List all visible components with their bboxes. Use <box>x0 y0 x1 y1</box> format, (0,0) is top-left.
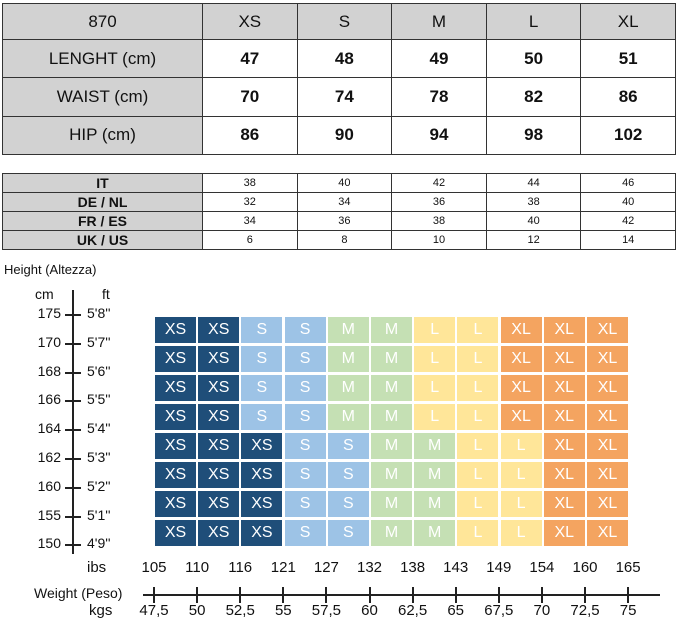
size-cell-xs: XS <box>155 491 196 517</box>
size-cell-l: L <box>414 317 455 343</box>
weight-tick <box>239 587 241 603</box>
height-cm-label: 150 <box>37 535 61 552</box>
lbs-label: 132 <box>356 559 383 576</box>
size-cell-xs: XS <box>241 520 282 546</box>
size-cell-m: M <box>328 317 369 343</box>
size-cell-l: L <box>457 433 498 459</box>
row-label-fr-es: FR / ES <box>3 212 203 231</box>
size-cell-l: L <box>457 346 498 372</box>
size-cell-l: L <box>501 433 542 459</box>
lbs-label: 138 <box>400 559 426 576</box>
kgs-label: 67,5 <box>484 602 514 619</box>
table-cell: 78 <box>392 78 487 116</box>
size-cell-xl: XL <box>501 346 542 372</box>
table-cell: 86 <box>581 78 676 116</box>
size-cell-l: L <box>501 520 542 546</box>
weight-tick <box>627 587 629 603</box>
table-row <box>3 212 676 231</box>
lbs-unit-label: ibs <box>87 559 107 576</box>
table-row <box>3 193 676 212</box>
table-cell: 48 <box>297 40 392 78</box>
size-cell-m: M <box>371 462 412 488</box>
table-cell: 14 <box>581 231 676 250</box>
size-cell-s: S <box>285 491 326 517</box>
size-cell-l: L <box>501 491 542 517</box>
cm-unit-label: cm <box>35 286 54 302</box>
table-cell: 51 <box>581 40 676 78</box>
size-cell-xs: XS <box>155 346 196 372</box>
size-cell-xl: XL <box>544 317 585 343</box>
size-cell-xs: XS <box>155 317 196 343</box>
kgs-label: 55 <box>274 602 292 619</box>
height-tick <box>65 487 81 489</box>
measurements-table <box>2 3 676 155</box>
size-cell-m: M <box>371 491 412 517</box>
kgs-label: 52,5 <box>225 602 255 619</box>
height-ft-label: 4'9'' <box>87 535 111 552</box>
table-cell: 98 <box>486 116 581 154</box>
size-cell-m: M <box>371 317 412 343</box>
weight-tick <box>412 587 414 603</box>
size-cell-xl: XL <box>501 404 542 430</box>
size-cell-l: L <box>457 491 498 517</box>
kgs-label: 75 <box>619 602 637 619</box>
kgs-unit-label: kgs <box>89 602 113 619</box>
row-label-length: LENGHT (cm) <box>3 40 203 78</box>
table-cell: 38 <box>486 193 581 212</box>
table-row <box>3 40 676 78</box>
size-cell-m: M <box>414 462 455 488</box>
table-row <box>3 78 676 116</box>
size-cell-m: M <box>371 346 412 372</box>
size-cell-s: S <box>285 375 326 401</box>
lbs-label: 149 <box>486 559 512 576</box>
size-cell-s: S <box>241 404 282 430</box>
height-tick <box>65 544 81 546</box>
table-cell: 47 <box>203 40 298 78</box>
table-cell: 86 <box>203 116 298 154</box>
table-cell: 42 <box>581 212 676 231</box>
height-ft-label: 5'6'' <box>87 362 111 379</box>
size-cell-xl: XL <box>544 404 585 430</box>
size-cell-m: M <box>414 433 455 459</box>
height-tick <box>65 343 81 345</box>
size-cell-xl: XL <box>587 375 628 401</box>
height-tick <box>65 458 81 460</box>
table-cell: 40 <box>581 193 676 212</box>
table-cell: 40 <box>486 212 581 231</box>
size-cell-m: M <box>371 375 412 401</box>
size-cell-xs: XS <box>198 346 239 372</box>
size-conversion-table <box>2 173 676 250</box>
kgs-label: 50 <box>188 602 206 619</box>
table-cell: 36 <box>297 212 392 231</box>
size-cell-xl: XL <box>587 491 628 517</box>
height-ft-label: 5'7'' <box>87 333 111 350</box>
kgs-label: 72,5 <box>570 602 600 619</box>
lbs-label: 154 <box>529 559 555 576</box>
height-axis <box>72 290 74 554</box>
kgs-label: 70 <box>533 602 551 619</box>
size-cell-xl: XL <box>544 375 585 401</box>
table-row <box>3 231 676 250</box>
size-cell-m: M <box>371 404 412 430</box>
size-cell-xl: XL <box>587 520 628 546</box>
kgs-label: 65 <box>447 602 465 619</box>
size-header-s: S <box>297 4 392 40</box>
size-header-m: M <box>392 4 487 40</box>
table-cell: 40 <box>297 174 392 193</box>
weight-tick <box>325 587 327 603</box>
table-cell: 36 <box>392 193 487 212</box>
kgs-label: 62,5 <box>397 602 428 619</box>
height-ft-label: 5'5'' <box>87 391 111 408</box>
height-tick <box>65 400 81 402</box>
size-cell-s: S <box>328 462 369 488</box>
size-cell-xl: XL <box>544 520 585 546</box>
row-label-it: IT <box>3 174 203 193</box>
table-cell: 10 <box>392 231 487 250</box>
kgs-label: 60 <box>361 602 378 619</box>
size-cell-xl: XL <box>587 346 628 372</box>
row-label-waist: WAIST (cm) <box>3 78 203 116</box>
height-cm-label: 170 <box>37 333 61 350</box>
size-cell-xs: XS <box>241 462 282 488</box>
table-cell: 46 <box>581 174 676 193</box>
height-cm-label: 164 <box>37 420 61 437</box>
weight-title: Weight (Peso) <box>34 585 123 601</box>
lbs-label: 110 <box>185 559 210 576</box>
size-cell-l: L <box>457 317 498 343</box>
size-cell-l: L <box>414 375 455 401</box>
size-cell-xs: XS <box>198 317 239 343</box>
size-cell-m: M <box>371 433 412 459</box>
height-cm-label: 160 <box>37 477 61 494</box>
height-ft-label: 5'3'' <box>87 449 111 465</box>
lbs-label: 116 <box>228 559 253 576</box>
size-cell-xl: XL <box>544 491 585 517</box>
size-cell-s: S <box>285 404 326 430</box>
size-cell-l: L <box>414 346 455 372</box>
height-cm-label: 166 <box>37 391 61 408</box>
table-cell: 74 <box>297 78 392 116</box>
table-row <box>3 116 676 154</box>
size-cell-s: S <box>285 317 326 343</box>
size-cell-s: S <box>328 520 369 546</box>
size-cell-xl: XL <box>544 462 585 488</box>
size-cell-l: L <box>501 462 542 488</box>
table-cell: 50 <box>486 40 581 78</box>
table-cell: 42 <box>392 174 487 193</box>
height-ft-label: 5'8'' <box>87 305 111 321</box>
lbs-label: 105 <box>141 559 167 576</box>
lbs-label: 165 <box>615 559 641 576</box>
size-cell-xs: XS <box>155 433 196 459</box>
height-tick <box>65 429 81 431</box>
size-cell-m: M <box>328 346 369 372</box>
size-cell-xs: XS <box>155 520 196 546</box>
table-cell: 82 <box>486 78 581 116</box>
height-cm-label: 162 <box>37 449 61 465</box>
size-header-xs: XS <box>203 4 298 40</box>
size-cell-xs: XS <box>155 375 196 401</box>
height-ft-label: 5'1'' <box>87 506 111 523</box>
size-cell-xl: XL <box>501 317 542 343</box>
table-row <box>3 4 676 40</box>
size-cell-xs: XS <box>155 462 196 488</box>
height-cm-label: 155 <box>37 506 61 523</box>
weight-tick <box>282 587 284 603</box>
size-cell-xs: XS <box>198 520 239 546</box>
height-cm-label: 175 <box>37 305 61 321</box>
size-cell-m: M <box>371 520 412 546</box>
table-cell: 6 <box>203 231 298 250</box>
table-cell: 34 <box>297 193 392 212</box>
weight-tick <box>584 587 586 603</box>
weight-tick <box>369 587 371 603</box>
table-cell: 94 <box>392 116 487 154</box>
size-cell-l: L <box>457 404 498 430</box>
table-cell: 70 <box>203 78 298 116</box>
table-cell: 38 <box>392 212 487 231</box>
size-cell-m: M <box>328 404 369 430</box>
weight-tick <box>153 587 155 603</box>
size-cell-s: S <box>328 491 369 517</box>
model-number: 870 <box>3 4 203 40</box>
height-tick <box>65 314 81 316</box>
size-cell-l: L <box>457 520 498 546</box>
size-cell-s: S <box>241 346 282 372</box>
table-cell: 38 <box>203 174 298 193</box>
height-ft-label: 5'4'' <box>87 420 111 437</box>
size-cell-xl: XL <box>587 462 628 488</box>
size-cell-s: S <box>285 520 326 546</box>
size-cell-xs: XS <box>198 462 239 488</box>
table-row <box>3 174 676 193</box>
ft-unit-label: ft <box>102 286 110 302</box>
size-cell-xl: XL <box>587 317 628 343</box>
size-cell-xs: XS <box>198 491 239 517</box>
lbs-label: 121 <box>270 559 296 576</box>
height-tick <box>65 516 81 518</box>
kgs-label: 57,5 <box>311 602 341 619</box>
size-cell-xl: XL <box>544 346 585 372</box>
weight-tick <box>541 587 543 603</box>
weight-tick <box>498 587 500 603</box>
size-cell-xs: XS <box>198 375 239 401</box>
size-cell-m: M <box>414 520 455 546</box>
size-cell-xl: XL <box>587 404 628 430</box>
size-cell-l: L <box>457 462 498 488</box>
height-cm-label: 168 <box>37 362 61 379</box>
size-cell-xs: XS <box>198 404 239 430</box>
weight-axis <box>143 594 660 596</box>
row-label-de-nl: DE / NL <box>3 193 203 212</box>
size-cell-s: S <box>285 433 326 459</box>
table-cell: 44 <box>486 174 581 193</box>
size-header-l: L <box>486 4 581 40</box>
table-cell: 32 <box>203 193 298 212</box>
size-cell-xl: XL <box>587 433 628 459</box>
table-cell: 49 <box>392 40 487 78</box>
table-cell: 8 <box>297 231 392 250</box>
height-title: Height (Altezza) <box>4 262 97 277</box>
lbs-label: 160 <box>572 559 598 576</box>
size-cell-l: L <box>414 404 455 430</box>
size-cell-xl: XL <box>544 433 585 459</box>
size-header-xl: XL <box>581 4 676 40</box>
lbs-label: 127 <box>313 559 339 576</box>
size-cell-s: S <box>328 433 369 459</box>
weight-tick <box>196 587 198 603</box>
table-cell: 102 <box>581 116 676 154</box>
size-cell-s: S <box>241 375 282 401</box>
size-cell-xl: XL <box>501 375 542 401</box>
table-cell: 90 <box>297 116 392 154</box>
row-label-hip: HIP (cm) <box>3 116 203 154</box>
size-cell-xs: XS <box>198 433 239 459</box>
row-label-uk-us: UK / US <box>3 231 203 250</box>
size-cell-xs: XS <box>241 433 282 459</box>
height-tick <box>65 372 81 374</box>
height-ft-label: 5'2'' <box>87 477 111 494</box>
size-cell-s: S <box>285 346 326 372</box>
size-cell-l: L <box>457 375 498 401</box>
size-cell-m: M <box>414 491 455 517</box>
size-cell-xs: XS <box>155 404 196 430</box>
kgs-label: 47,5 <box>139 602 169 619</box>
size-cell-m: M <box>328 375 369 401</box>
size-cell-s: S <box>241 317 282 343</box>
table-cell: 12 <box>486 231 581 250</box>
size-cell-s: S <box>285 462 326 488</box>
table-cell: 34 <box>203 212 298 231</box>
lbs-label: 143 <box>443 559 469 576</box>
weight-tick <box>455 587 457 603</box>
size-cell-xs: XS <box>241 491 282 517</box>
